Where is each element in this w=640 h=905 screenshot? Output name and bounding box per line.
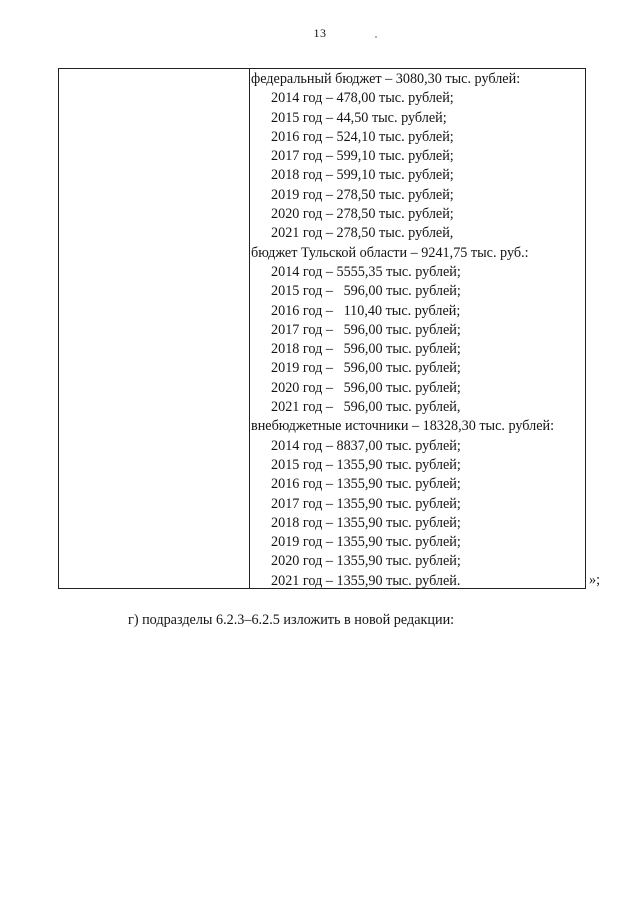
funding-year-line: 2020 год – 596,00 тыс. рублей; [271, 379, 461, 396]
funding-year-line: 2021 год – 1355,90 тыс. рублей. [271, 572, 461, 589]
funding-year-line: 2014 год – 478,00 тыс. рублей; [271, 90, 454, 107]
amendment-paragraph: г) подразделы 6.2.3–6.2.5 изложить в новой редакции: [128, 612, 455, 628]
funding-year-line: 2019 год – 596,00 тыс. рублей; [271, 360, 461, 377]
scan-speck [375, 36, 377, 38]
funding-year-line: 2020 год – 278,50 тыс. рублей; [271, 206, 454, 223]
funding-table [58, 68, 586, 589]
funding-year-line: 2021 год – 278,50 тыс. рублей, [271, 225, 454, 242]
page-number: 13 [313, 26, 327, 40]
closing-quote: »; [589, 572, 601, 588]
funding-year-line: 2015 год – 1355,90 тыс. рублей; [271, 456, 461, 473]
funding-source-heading: бюджет Тульской области – 9241,75 тыс. руб.: [251, 244, 529, 261]
funding-year-line: 2020 год – 1355,90 тыс. рублей; [271, 553, 461, 570]
funding-year-line: 2016 год – 1355,90 тыс. рублей; [271, 476, 461, 493]
funding-year-line: 2014 год – 8837,00 тыс. рублей; [271, 437, 461, 454]
funding-year-line: 2021 год – 596,00 тыс. рублей, [271, 399, 461, 416]
funding-year-line: 2018 год – 596,00 тыс. рублей; [271, 341, 461, 358]
funding-year-line: 2015 год – 44,50 тыс. рублей; [271, 109, 447, 126]
table-left-cell [59, 69, 250, 588]
table-right-cell [250, 69, 585, 588]
funding-source-heading: федеральный бюджет – 3080,30 тыс. рублей: [251, 71, 521, 87]
funding-year-line: 2019 год – 278,50 тыс. рублей; [271, 186, 454, 203]
funding-year-line: 2017 год – 1355,90 тыс. рублей; [271, 495, 461, 512]
funding-year-line: 2014 год – 5555,35 тыс. рублей; [271, 263, 461, 280]
funding-year-line: 2016 год – 110,40 тыс. рублей; [271, 302, 461, 319]
funding-year-line: 2016 год – 524,10 тыс. рублей; [271, 128, 454, 145]
funding-year-line: 2018 год – 1355,90 тыс. рублей; [271, 514, 461, 531]
funding-year-line: 2017 год – 596,00 тыс. рублей; [271, 321, 461, 338]
funding-source-heading: внебюджетные источники – 18328,30 тыс. рублей: [251, 418, 555, 435]
funding-year-line: 2019 год – 1355,90 тыс. рублей; [271, 534, 461, 551]
funding-year-line: 2017 год – 599,10 тыс. рублей; [271, 148, 454, 165]
funding-year-line: 2018 год – 599,10 тыс. рублей; [271, 167, 454, 184]
funding-year-line: 2015 год – 596,00 тыс. рублей; [271, 283, 461, 300]
